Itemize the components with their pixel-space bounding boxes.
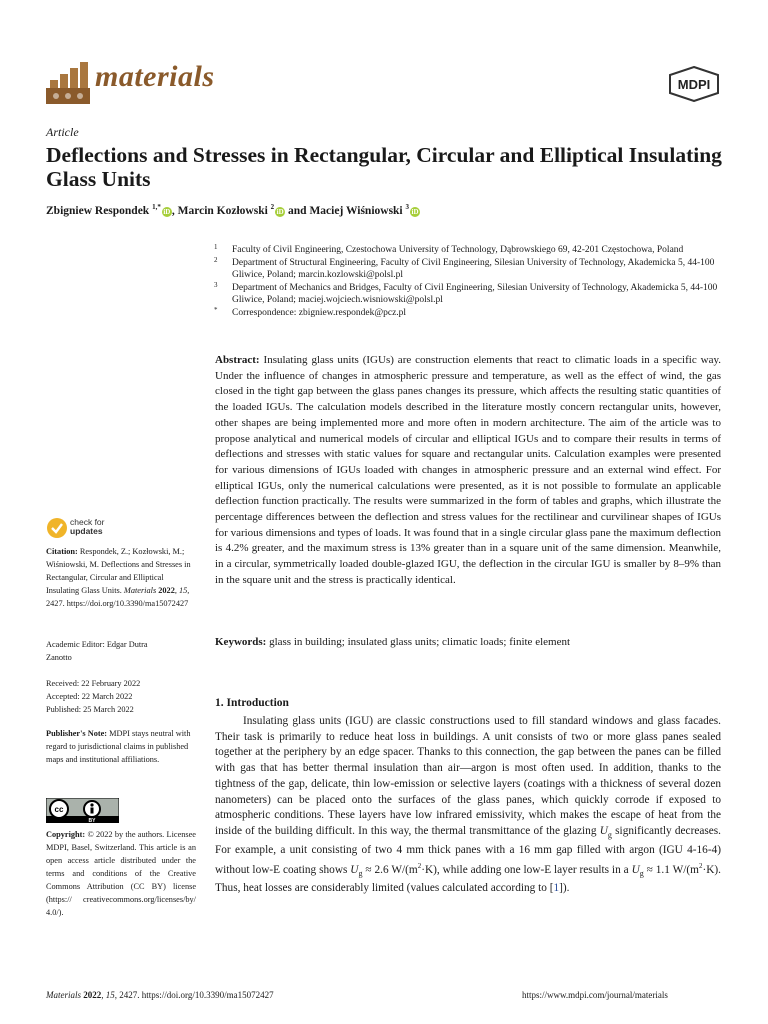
copyright-label: Copyright: [46, 830, 86, 839]
paragraph-text: ≈ 2.6 W/(m [362, 863, 418, 876]
author-affiliation-mark: 2 [270, 203, 275, 211]
accepted-date: Accepted: 22 March 2022 [46, 692, 133, 701]
citation-volume: 15 [179, 586, 188, 595]
orcid-icon[interactable]: iD [163, 207, 171, 216]
copyright-block [46, 828, 196, 919]
paper-title: Deflections and Stresses in Rectangular, Circular and Elliptical Insulating Glass Units [46, 143, 722, 191]
affiliation-number: 3 [214, 280, 218, 289]
affiliation-text: Faculty of Civil Engineering, Czestochowa University of Technology, Dąbrowskiego 69, 42-201 Częstochowa, Poland [232, 245, 684, 255]
citation-year: 2022 [158, 586, 175, 595]
author-list [46, 203, 420, 217]
academic-editor: Academic Editor: Edgar Dutra Zanotto [46, 640, 148, 662]
abstract [215, 353, 721, 589]
reference-link[interactable]: 1 [553, 882, 560, 895]
check-updates-line1: check for [70, 517, 105, 527]
abstract-text: Insulating glass units (IGUs) are construction elements that react to climatic loads in a specific way. Under the influence of changes in atmospheric pressure and temperature, as well as the effect of wind, the gas closed in the tight gap between the glass panes changes its pressure, which affects the resulting static quantities of the loaded IGUs. The calculation models described in the literature mostly concern rectangular units, however, other shapes are being implemented more and more often in modern architecture. The aim of the article was to propose analytical and numerical models of circular and elliptical IGUs and to compare their results in terms of deflections and stresses with static values for square and rectangular units. Calculation examples were presented for various dimensions of IGUs loaded with changes in atmospheric pressure and an external wind effect. For elliptical IGUs, only the numerical calculations were presented, as it is not possible to formulate an applicable deflection function practically. The results were summarized in the form of tables and graphs, which illustrate the percentage differences between the deflection and stress values for the rectilinear and curvilinear shapes of IGUs for various dimensions and types of loads. It was found that in a single circular glass pane the maximum deflection is 4.2% greater, and the maximum stress is 13% greater than in a square unit of the same dimension. Meanwhile, in a circular, symmetrically loaded double-glazed IGU, the deflection in the circular IGU is smaller by 8–9% than in the square unit and the stress is practically identical. [215, 354, 722, 586]
copyright-text: © 2022 by the authors. Licensee MDPI, Basel, Switzerland. This article is an open access article distributed under the terms and conditions of the Creative Commons Attribution (CC BY) license (https:// creativecommons.org/licenses/by/ 4.0/). [46, 830, 196, 917]
paragraph [215, 714, 721, 897]
footer-doi[interactable]: , 2427. https://doi.org/10.3390/ma15072427 [114, 990, 274, 1000]
affiliation-number: * [214, 305, 218, 314]
author-name[interactable]: Maciej Wiśniowski [309, 204, 403, 217]
symbol-subscript: g [639, 868, 644, 878]
check-updates-icon [46, 517, 68, 539]
author-separator: , [171, 204, 178, 217]
citation-label: Citation: [46, 547, 78, 556]
footer-journal: Materials [46, 990, 81, 1000]
affiliation-text: Correspondence: zbigniew.respondek@pcz.pl [232, 307, 407, 318]
section-heading: 1. Introduction [215, 697, 289, 709]
abstract-label: Abstract: [215, 354, 260, 366]
dates-block [46, 677, 196, 716]
article-type: Article [46, 125, 79, 139]
paragraph-text: significantly decreases. For example, a unit consisting of two 4 mm thick panes with a 16 mm gap filled with argon (IGU 4-16-4) without low-E coating shows [215, 824, 721, 876]
affiliation-text: Department of Mechanics and Bridges, Faculty of Civil Engineering, Silesian University of Technology, Akademicka 5, 44-100 Gliwice, Poland; maciej.wojciech.wisniowski@polsl.pl [232, 282, 718, 305]
paragraph-text: ·K), while adding one low-E layer results in a [421, 863, 632, 876]
superscript: 2 [698, 861, 703, 870]
citation-doi[interactable]: , 2427. https://doi.org/10.3390/ma15072427 [46, 586, 190, 608]
footer-year: 2022 [83, 990, 102, 1000]
svg-text:BY: BY [88, 818, 96, 823]
affiliation [212, 257, 732, 282]
orcid-icon[interactable]: iD [411, 207, 419, 216]
affiliation [212, 244, 732, 257]
paragraph-text: ·K). Thus, heat losses are considerably limited (values calculated according to [ [215, 863, 721, 895]
mdpi-logo-text: MDPI [677, 77, 711, 92]
keywords [215, 636, 721, 648]
footer-volume: 15 [105, 990, 115, 1000]
publisher-note [46, 727, 198, 766]
citation-block: Citation: Respondek, Z.; Kozłowski, M.; Wiśniowski, M. Deflections and Stresses in Rectangular, Circular and Elliptical Insulating Glass Units. Materials 2022, 15, 2427. https://doi.org/10.3390/ma15072427 [46, 547, 191, 608]
mdpi-logo-icon [668, 66, 720, 102]
journal-name: materials [95, 60, 215, 93]
svg-text:cc: cc [54, 805, 64, 814]
journal-logo-icon [46, 58, 90, 104]
orcid-icon[interactable]: iD [276, 207, 284, 216]
symbol-subscript: g [358, 868, 363, 878]
keywords-text: glass in building; insulated glass units; climatic loads; finite element [269, 636, 571, 648]
affiliation-text: Department of Structural Engineering, Faculty of Civil Engineering, Silesian University of Technology, Akademicka 5, 44-100 Gliwice, Poland; marcin.kozlowski@polsl.pl [232, 257, 715, 280]
citation-text: Respondek, Z.; Kozłowski, M.; Wiśniowski, M. Deflections and Stresses in Rectangular, Circular and Elliptical Insulating Glass Units. [46, 547, 191, 595]
citation-journal: Materials [123, 586, 157, 595]
symbol-u: U [631, 863, 640, 876]
publisher-note-label: Publisher's Note: [46, 729, 108, 738]
author-name[interactable]: Marcin Kozłowski [177, 204, 268, 217]
affiliation [212, 282, 732, 307]
footer-url[interactable]: https://www.mdpi.com/journal/materials [522, 990, 668, 1000]
paragraph-text: ]). [559, 882, 570, 895]
superscript: 2 [417, 861, 422, 870]
check-for-updates-button[interactable] [46, 517, 156, 541]
paragraph-text: ≈ 1.1 W/(m [643, 863, 699, 876]
footer-citation: Materials 2022, 15, 2427. https://doi.org/10.3390/ma15072427 [46, 990, 274, 1000]
affiliation-list [212, 244, 732, 319]
symbol-u: U [599, 824, 608, 837]
paragraph-text: Insulating glass units (IGU) are classic constructions used to fill standard windows and glass facades. Their task is primarily to reduce heat loss in buildings. A unit consists of two or more glass panes sealed together at the periphery by an edge spacer. Thanks to this connection, the gap between the panes can be filled with gas that has better thermal insulation than air—argon is most often used. In addition, thanks to the tightness of the gap, delicate, thin low-emission or selective layers (coatings with a thickness of several dozen nanometers) can be placed onto the surfaces of the glass panes, which quickly corrode if exposed to atmospheric conditions. These layers have low infrared emissivity, which makes the escape of heat from the inside of the building difficult. In this way, the thermal transmittance of the glazing [215, 715, 721, 837]
author-affiliation-mark: 3 [405, 203, 410, 211]
symbol-subscript: g [607, 830, 612, 840]
publisher-note-text: MDPI stays neutral with regard to jurisdictional claims in published maps and institutional affiliations. [46, 729, 191, 764]
introduction-body [215, 714, 721, 897]
author-name[interactable]: Zbigniew Respondek [46, 204, 150, 217]
received-date: Received: 22 February 2022 [46, 679, 141, 688]
affiliation-number: 1 [214, 243, 218, 251]
cc-by-license-icon[interactable] [46, 798, 119, 823]
affiliation [212, 307, 732, 320]
check-updates-line2: updates [70, 526, 103, 536]
author-separator: and [285, 204, 310, 217]
author-affiliation-mark: 1,* [152, 203, 161, 211]
affiliation-number: 2 [214, 255, 218, 264]
published-date: Published: 25 March 2022 [46, 705, 134, 714]
symbol-u: U [350, 863, 359, 876]
keywords-label: Keywords: [215, 636, 267, 648]
